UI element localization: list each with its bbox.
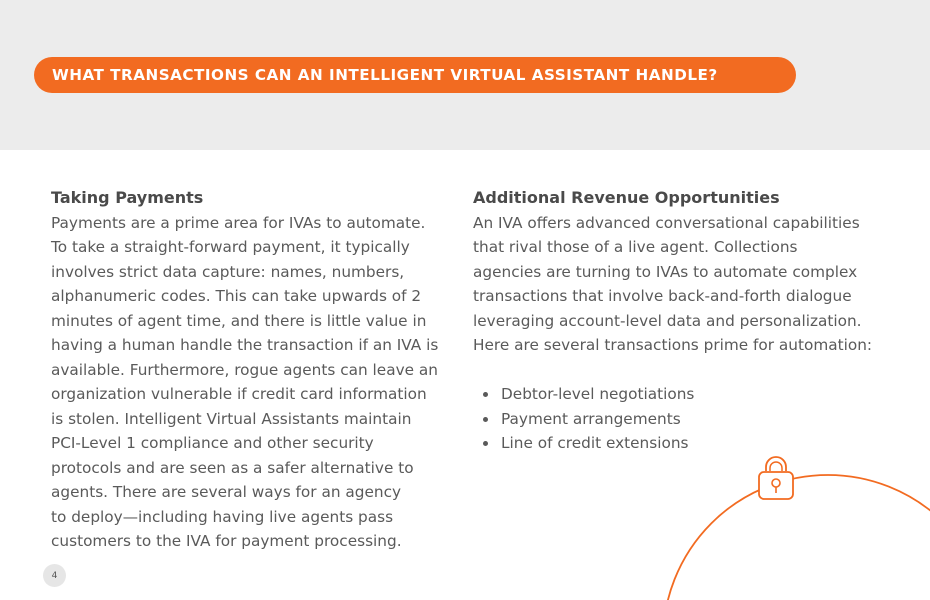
list-item: Payment arrangements <box>473 407 893 432</box>
body-line: available. Furthermore, rogue agents can leave an <box>51 360 438 379</box>
list-item: Debtor-level negotiations <box>473 382 893 407</box>
body-line: is stolen. Intelligent Virtual Assistants maintain <box>51 409 412 428</box>
body-line: PCI-Level 1 compliance and other security <box>51 434 374 452</box>
transaction-list <box>473 382 893 456</box>
decorative-circle <box>660 450 930 600</box>
body-line: protocols and are seen as a safer alternative to <box>51 458 414 477</box>
page-title: WHAT TRANSACTIONS CAN AN INTELLIGENT VIRTUAL ASSISTANT HANDLE? <box>52 66 718 84</box>
body-line: agencies are turning to IVAs to automate complex <box>473 262 858 281</box>
header-band <box>0 0 930 150</box>
bullet-icon <box>483 392 488 397</box>
body-line: agents. There are several ways for an agency <box>51 483 402 501</box>
body-line: organization vulnerable if credit card information <box>51 385 427 403</box>
body-line: To take a straight-forward payment, it typically <box>51 238 410 256</box>
section-heading: Taking Payments <box>51 188 204 207</box>
list-item: Line of credit extensions <box>473 431 893 456</box>
body-line: alphanumeric codes. This can take upwards of 2 <box>51 287 422 305</box>
lock-icon <box>759 457 793 499</box>
page-number: 4 <box>43 564 66 587</box>
bullet-icon <box>483 417 488 422</box>
section-body <box>51 211 451 554</box>
body-line: involves strict data capture: names, numbers, <box>51 262 405 281</box>
bullet-icon <box>483 441 488 446</box>
body-line: Here are several transactions prime for automation: <box>473 336 873 354</box>
body-line: that rival those of a live agent. Collections <box>473 238 798 256</box>
body-line: Payments are a prime area for IVAs to automate. <box>51 213 426 232</box>
section-body <box>473 211 893 358</box>
additional-revenue-section <box>473 186 893 456</box>
section-heading: Additional Revenue Opportunities <box>473 188 780 207</box>
body-line: transactions that involve back-and-forth dialogue <box>473 287 852 305</box>
body-line: customers to the IVA for payment processing. <box>51 532 402 550</box>
body-line: having a human handle the transaction if an IVA is <box>51 336 439 354</box>
taking-payments-section <box>51 186 451 554</box>
title-banner <box>34 57 796 93</box>
body-line: leveraging account-level data and personalization. <box>473 311 862 330</box>
body-line: An IVA offers advanced conversational capabilities <box>473 213 860 232</box>
body-line: to deploy—including having live agents pass <box>51 507 394 526</box>
body-line: minutes of agent time, and there is little value in <box>51 311 427 330</box>
